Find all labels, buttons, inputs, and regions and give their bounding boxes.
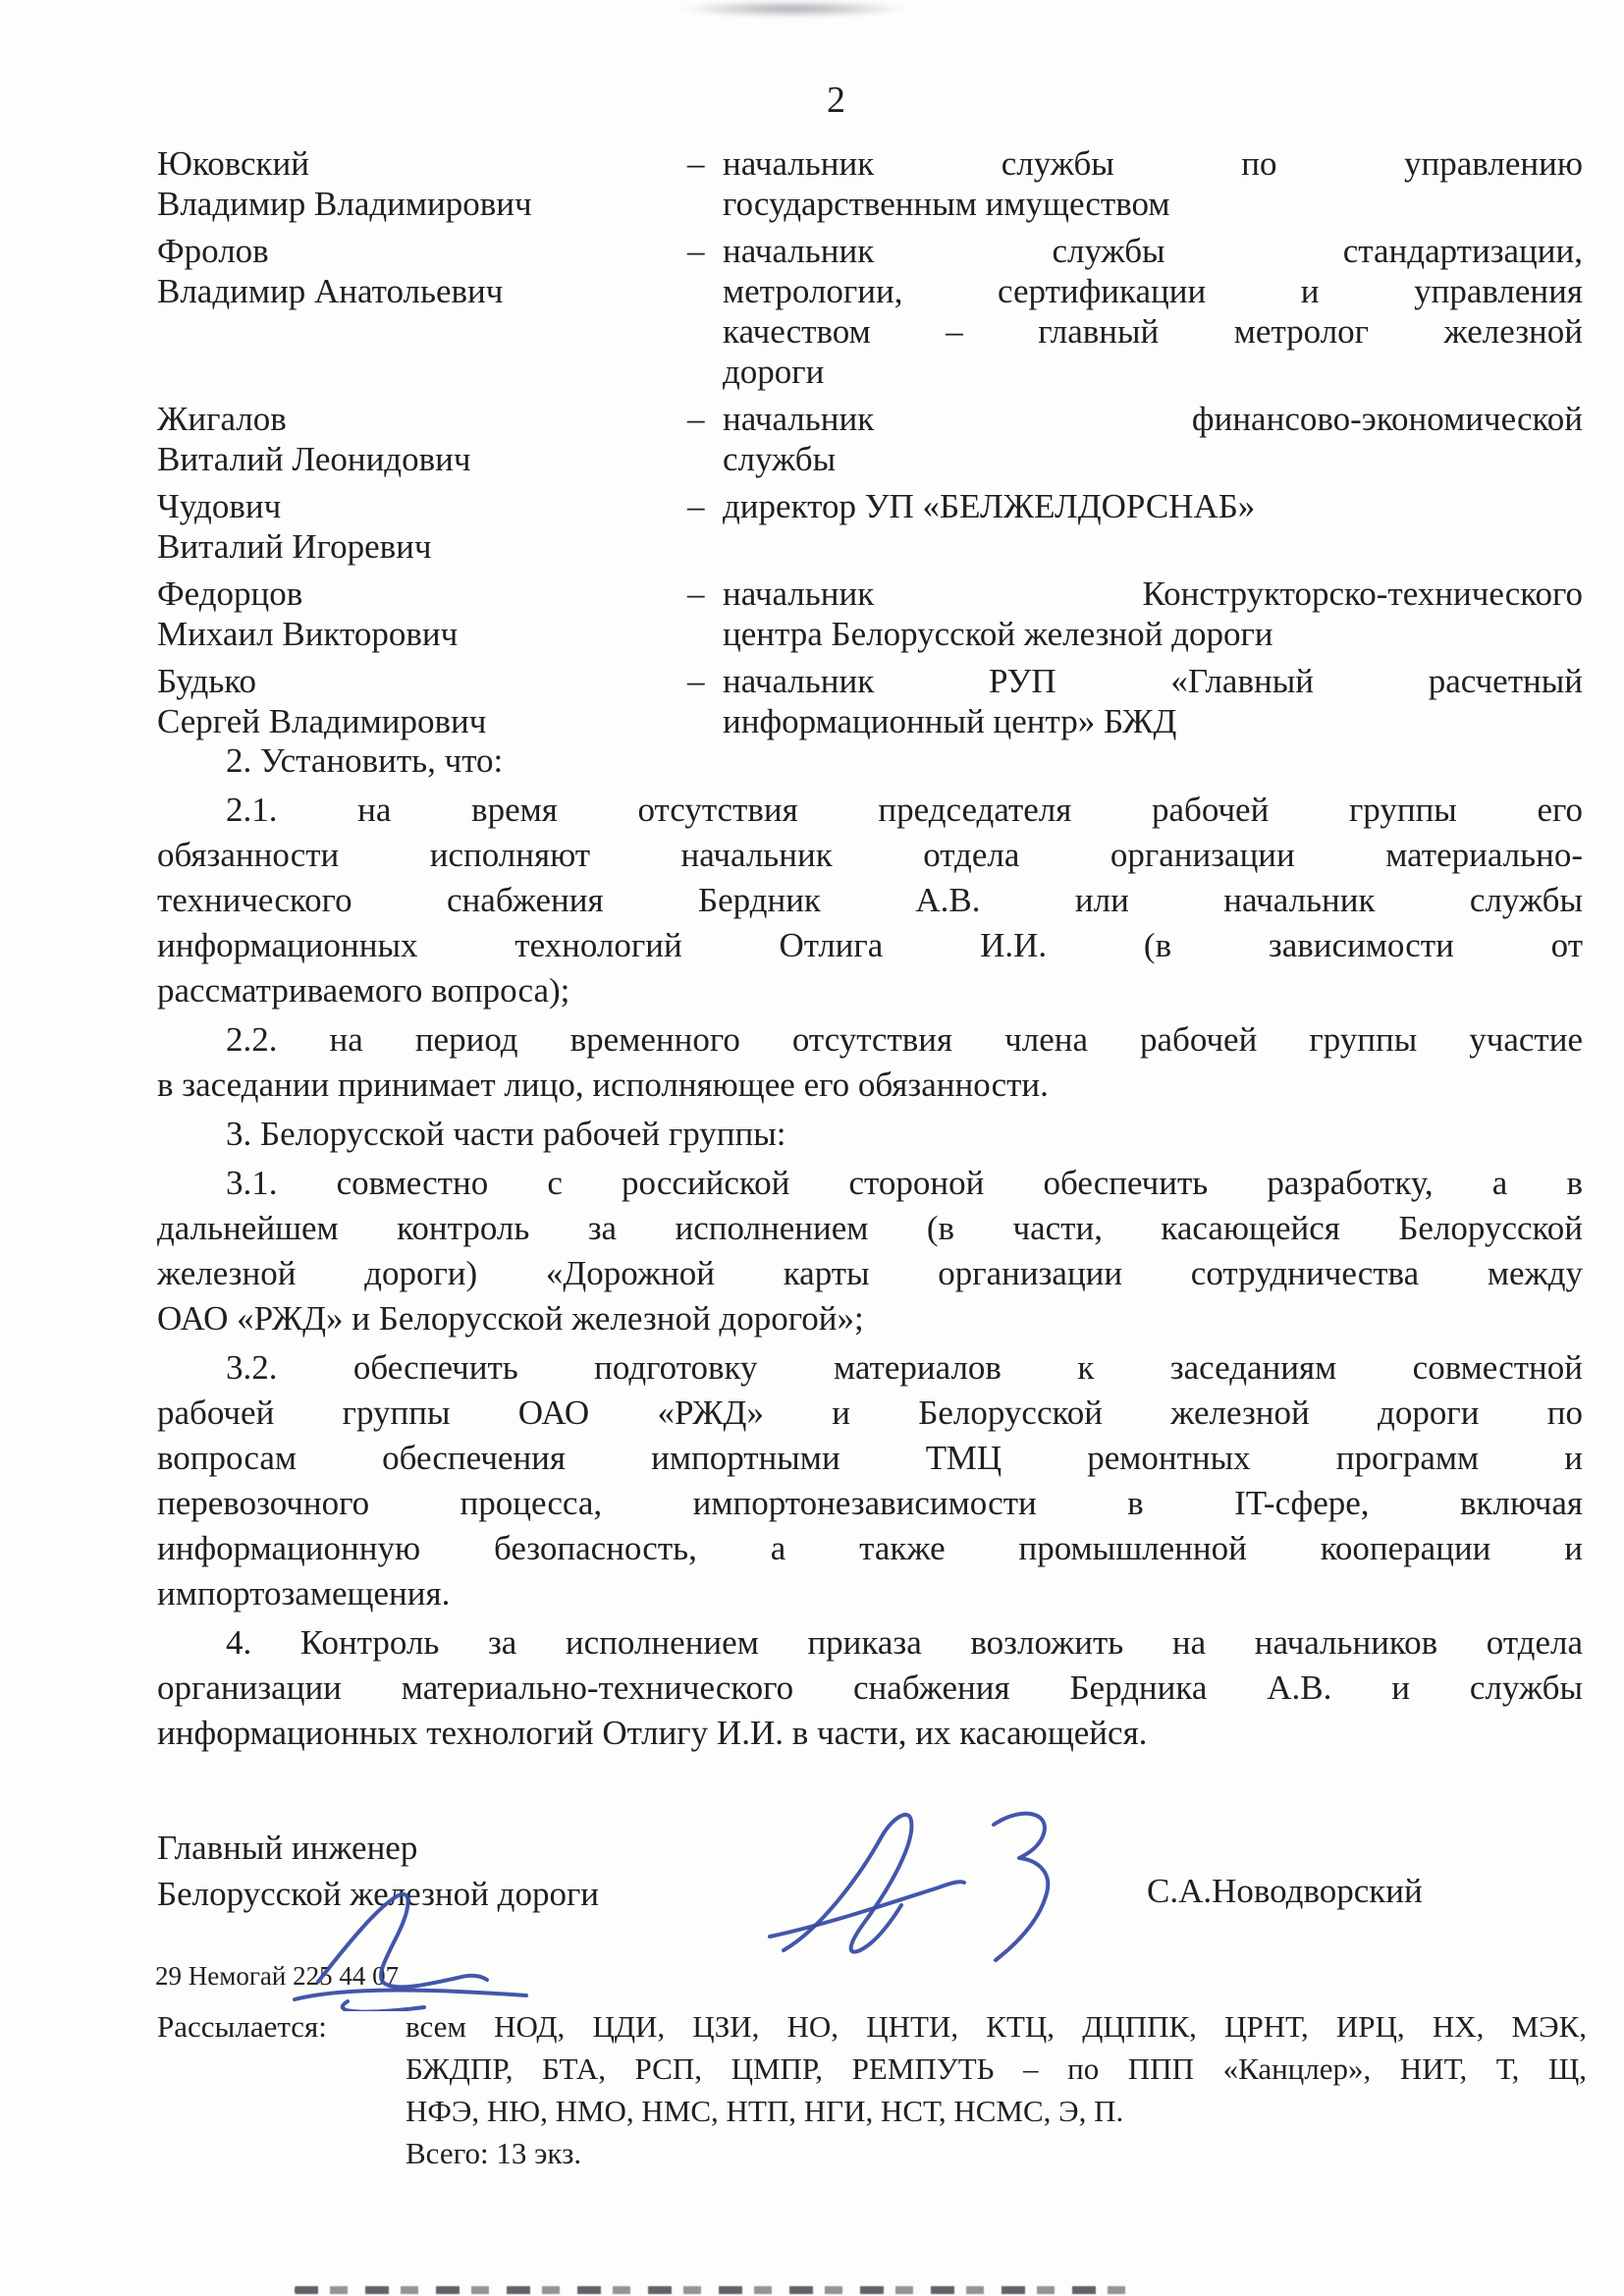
scan-marks-bottom: [295, 2286, 1134, 2294]
text-line: вопросам обеспечения импортными ТМЦ ремонтных программ и: [157, 1439, 1583, 1477]
official-row: [157, 399, 1583, 479]
position-line: директор УП «БЕЛЖЕЛДОРСНАБ»: [723, 487, 1256, 525]
official-surname: Фролов: [157, 232, 269, 270]
paragraph-3-2: [157, 1345, 1583, 1616]
position-line: начальник службы стандартизации,: [723, 232, 1583, 270]
text-line: 2.2. на период временного отсутствия члена рабочей группы участие: [226, 1020, 1583, 1059]
order-body: [157, 738, 1583, 1760]
dash: –: [687, 574, 705, 613]
handwritten-signature: [766, 1801, 1092, 1970]
official-given-name: Владимир Анатольевич: [157, 272, 504, 310]
distribution-line: БЖДПР, БТА, РСП, ЦМПР, РЕМПУТЬ – по ППП «Канцлер», НИТ, Т, Щ,: [406, 2051, 1587, 2086]
official-given-name: Сергей Владимирович: [157, 702, 487, 740]
executor-contact-line: 29 Немогай 225 44 07: [155, 1961, 400, 1991]
signatory-title-line: Главный инженер: [157, 1829, 418, 1867]
official-row: [157, 143, 1583, 224]
official-position: [723, 661, 1583, 741]
text-line: 2.1. на время отсутствия председателя рабочей группы его: [226, 791, 1583, 829]
text-line: рассматриваемого вопроса);: [157, 971, 570, 1010]
officials-list: [157, 143, 1583, 748]
official-given-name: Михаил Викторович: [157, 615, 459, 653]
dash: –: [687, 144, 705, 183]
text-line: в заседании принимает лицо, исполняющее его обязанности.: [157, 1066, 1049, 1104]
executor-signature: [287, 1886, 554, 2011]
text-line: информационную безопасность, а также промышленной кооперации и: [157, 1529, 1583, 1567]
official-given-name: Виталий Леонидович: [157, 440, 471, 478]
official-position: [723, 231, 1583, 392]
text-line: 2. Установить, что:: [226, 741, 504, 780]
text-line: 4. Контроль за исполнением приказа возложить на начальников отдела: [226, 1623, 1583, 1662]
official-name: [157, 486, 687, 567]
paragraph-2-1: [157, 788, 1583, 1013]
distribution-list: [406, 2005, 1587, 2174]
text-line: 3.2. обеспечить подготовку материалов к заседаниям совместной: [226, 1348, 1583, 1387]
official-surname: Федорцов: [157, 574, 303, 613]
signatory-title-line: Белорусской железной дороги: [157, 1875, 600, 1913]
official-surname: Будько: [157, 662, 257, 700]
paragraph-3: [157, 1112, 1583, 1157]
scan-smudge-top: [677, 0, 908, 18]
signature-ink-strokes: [766, 1801, 1092, 1970]
dash: –: [687, 232, 705, 270]
position-line: начальник Конструкторско-технического: [723, 574, 1583, 613]
paragraph-2: [157, 738, 1583, 784]
position-line: начальник финансово-экономической: [723, 400, 1583, 438]
official-name: [157, 231, 687, 392]
paragraph-3-1: [157, 1161, 1583, 1341]
text-line: 3. Белорусской части рабочей группы:: [226, 1115, 786, 1153]
official-surname: Жигалов: [157, 400, 287, 438]
text-line: железной дороги) «Дорожной карты организации сотрудничества между: [157, 1254, 1583, 1292]
paragraph-4: [157, 1620, 1583, 1756]
signatory-name: С.А.Новодворский: [1147, 1872, 1423, 1910]
signature-ink-strokes: [287, 1886, 554, 2011]
page-number: 2: [827, 80, 845, 121]
position-line: дороги: [723, 353, 825, 391]
official-row: [157, 661, 1583, 741]
official-surname: Юковский: [157, 144, 310, 183]
distribution-line: НФЭ, НЮ, НМО, НМС, НТП, НГИ, НСТ, НСМС, Э, П.: [406, 2094, 1124, 2128]
official-position: [723, 574, 1583, 654]
text-line: обязанности исполняют начальник отдела организации материально-: [157, 836, 1583, 874]
position-line: метрологии, сертификации и управления: [723, 272, 1583, 310]
distribution-line: всем НОД, ЦДИ, ЦЗИ, НО, ЦНТИ, КТЦ, ДЦППК, ЦРНТ, ИРЦ, НХ, МЭК,: [406, 2009, 1587, 2044]
position-line: информационный центр» БЖД: [723, 702, 1177, 740]
official-name: [157, 399, 687, 479]
distribution-block: [157, 2005, 1587, 2174]
paragraph-2-2: [157, 1017, 1583, 1108]
text-line: технического снабжения Бердник А.В. или начальник службы: [157, 881, 1583, 919]
official-position: [723, 143, 1583, 224]
official-row: [157, 574, 1583, 654]
position-line: государственным имуществом: [723, 185, 1170, 223]
text-line: перевозочного процесса, импортонезависимости в IT-сфере, включая: [157, 1484, 1583, 1522]
text-line: ОАО «РЖД» и Белорусской железной дорогой»;: [157, 1299, 864, 1338]
text-line: информационных технологий Отлигу И.И. в части, их касающейся.: [157, 1714, 1148, 1752]
text-line: импортозамещения.: [157, 1574, 451, 1613]
dash: –: [687, 487, 705, 525]
position-line: начальник РУП «Главный расчетный: [723, 662, 1583, 700]
text-line: организации материально-технического снабжения Бердника А.В. и службы: [157, 1668, 1583, 1707]
official-name: [157, 661, 687, 741]
official-position: [723, 486, 1583, 567]
official-row: [157, 486, 1583, 567]
distribution-label: Рассылается:: [157, 2009, 327, 2044]
official-name: [157, 143, 687, 224]
copies-total: Всего: 13 экз.: [406, 2136, 582, 2170]
position-line: качеством – главный метролог железной: [723, 312, 1583, 351]
official-position: [723, 399, 1583, 479]
dash: –: [687, 400, 705, 438]
official-name: [157, 574, 687, 654]
position-line: центра Белорусской железной дороги: [723, 615, 1273, 653]
text-line: рабочей группы ОАО «РЖД» и Белорусской железной дороги по: [157, 1394, 1583, 1432]
text-line: дальнейшем контроль за исполнением (в части, касающейся Белорусской: [157, 1209, 1583, 1247]
text-line: информационных технологий Отлига И.И. (в зависимости от: [157, 926, 1583, 964]
official-given-name: Виталий Игоревич: [157, 527, 432, 566]
official-row: [157, 231, 1583, 392]
dash: –: [687, 662, 705, 700]
position-line: начальник службы по управлению: [723, 144, 1583, 183]
text-line: 3.1. совместно с российской стороной обеспечить разработку, а в: [226, 1164, 1583, 1202]
official-given-name: Владимир Владимирович: [157, 185, 532, 223]
position-line: службы: [723, 440, 837, 478]
official-surname: Чудович: [157, 487, 282, 525]
